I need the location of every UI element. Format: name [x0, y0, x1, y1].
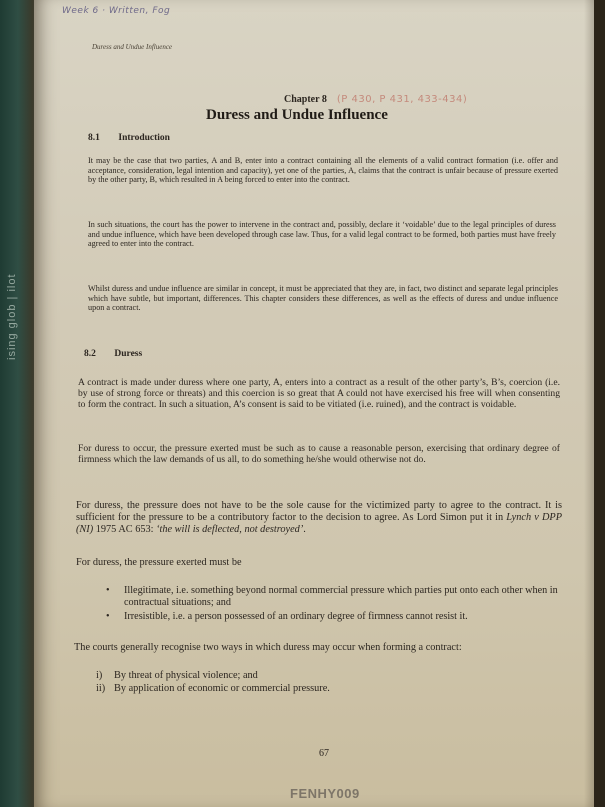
handwritten-page-refs: (P 430, P 431, 433-434): [336, 94, 468, 105]
quote-end: .: [303, 523, 306, 535]
duress-ways-list: [96, 670, 330, 696]
duress-paragraph-2: For duress to occur, the pressure exerted must be such as to cause a reasonable person, exercising that ordinary degree of firmness which the law demands of us all, to do something he/she would otherwise not do.: [78, 443, 560, 466]
section-heading-introduction: [88, 133, 170, 143]
case-citation: 1975 AC 653:: [93, 523, 157, 535]
running-header: Duress and Undue Influence: [92, 43, 173, 51]
section-heading-duress: [84, 349, 142, 359]
page-edge-shadow: [584, 0, 594, 807]
list-item: ii) By application of economic or commercial pressure.: [96, 682, 330, 694]
handwritten-note: Week 6 · Written, Fog: [62, 6, 171, 16]
footer-code: FENHY009: [290, 786, 360, 801]
book-page: [34, 0, 594, 807]
case-name: Lynch v DPP (NI): [76, 511, 562, 535]
section-number: 8.1: [88, 133, 100, 143]
intro-paragraph-3: Whilst duress and undue influence are similar in concept, it must be appreciated that they are, in fact, two distinct and separate legal principles which have subtle, but important, differences. This chapter considers these differences, as well as the effects of duress and undue influence upon a contract.: [88, 284, 558, 313]
paragraph-text: For duress, the pressure does not have to be the sole cause for the victimized party to agree to the contract. It is sufficient for the pressure to be a contributory factor to the decision to agree. As Lord Simon put it in: [76, 500, 562, 523]
spine-text: ising glob | ilot: [6, 273, 18, 360]
duress-criteria-list: [102, 585, 562, 626]
intro-paragraph-1: It may be the case that two parties, A and B, enter into a contract containing all the elements of a valid contract formation (i.e. offer and acceptance, consideration, legal intention and capacity), yet one of the parties, A, claims that the contract is unfair because of pressure exerted by the other party, B, which resulted in A being forced to enter into the contract.: [88, 156, 558, 185]
duress-paragraph-4: For duress, the pressure exerted must be: [76, 557, 242, 568]
chapter-label: Chapter 8: [284, 94, 327, 105]
intro-paragraph-2: In such situations, the court has the power to intervene in the contract and, possibly, declare it ‘voidable’ due to the legal principles of duress and undue influence, which have been developed through case law. Thus, for a valid legal contract to be formed, both parties must have freely agreed to enter into the contract.: [88, 220, 556, 249]
list-item: • Illegitimate, i.e. something beyond normal commercial pressure which parties put onto each other when in contractual situations; and: [102, 585, 562, 609]
chapter-label-row: [284, 89, 467, 107]
case-quote: ‘the will is deflected, not destroyed’: [156, 523, 304, 535]
section-title: Introduction: [118, 133, 170, 143]
duress-paragraph-1: A contract is made under duress where one party, A, enters into a contract as a result of the other party’s, B’s, coercion (i.e. by use of strong force or threats) and this coercion is so great that A could not have exercised his free will when consenting to form the contract. In such a situation, A’s consent is said to be vitiated (i.e. ruined), and the contract is voidable.: [78, 377, 560, 411]
page-number: 67: [319, 748, 329, 759]
duress-paragraph-5: The courts generally recognise two ways in which duress may occur when forming a contract:: [74, 642, 462, 653]
duress-paragraph-3: [76, 500, 562, 536]
chapter-title: Duress and Undue Influence: [206, 107, 388, 123]
section-number: 8.2: [84, 349, 96, 359]
section-title: Duress: [114, 349, 143, 359]
list-item: • Irresistible, i.e. a person possessed of an ordinary degree of firmness cannot resist it.: [102, 611, 562, 623]
list-item: i) By threat of physical violence; and: [96, 670, 258, 681]
